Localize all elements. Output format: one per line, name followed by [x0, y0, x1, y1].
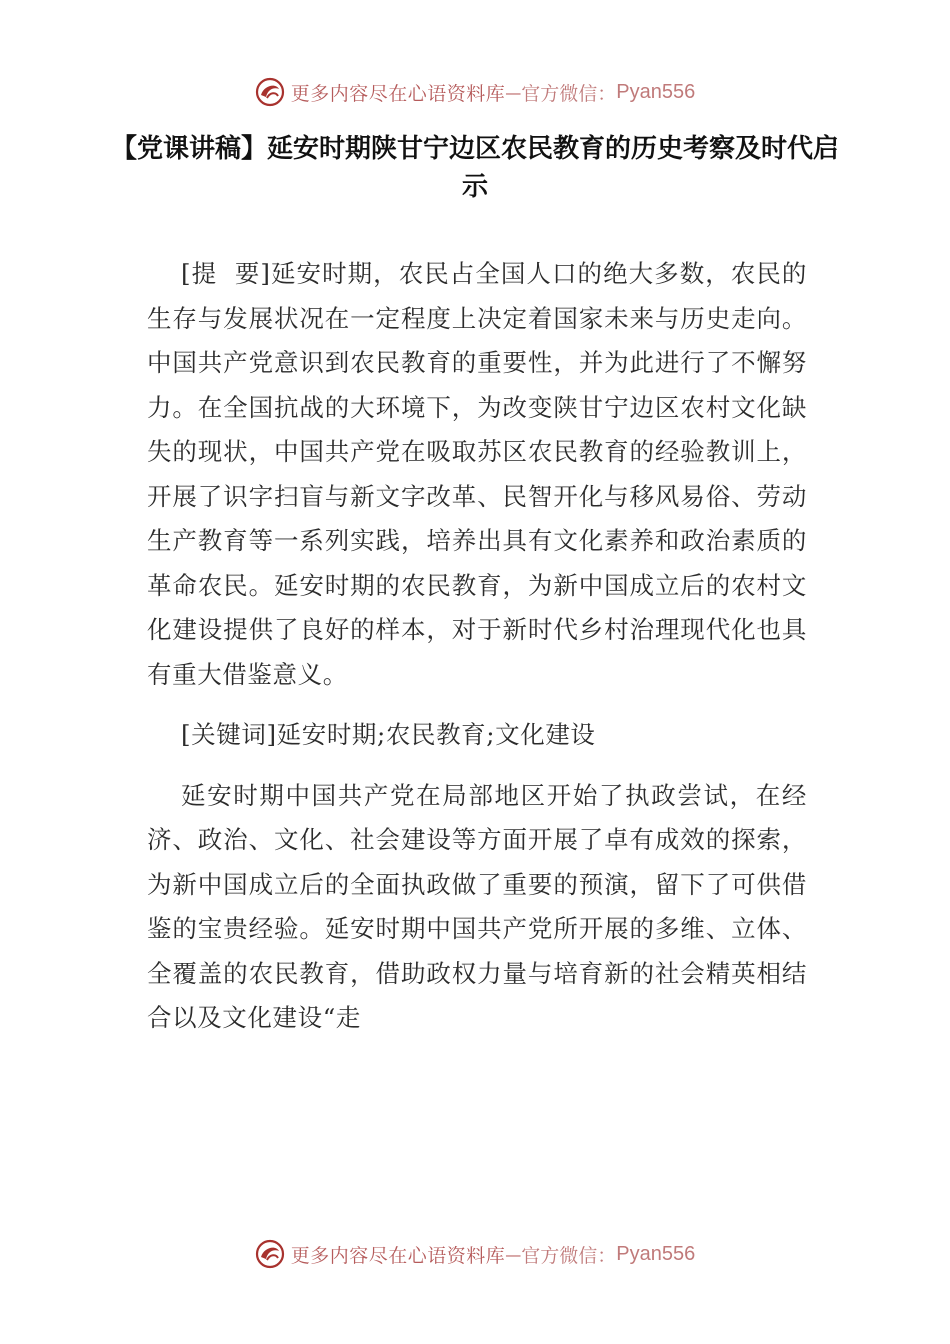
abstract-text: 延安时期，农民占全国人口的绝大多数，农民的生存与发展状况在一定程度上决定着国家未来与历史走向。中国共产党意识到农民教育的重要性，并为此进行了不懈努力。在全国抗战的大环境下，为改变陕甘宁边区农村文化缺失的现状，中国共产党在吸取苏区农民教育的经验教训上，开展了识字扫盲与新文字改革、民智开化与移风易俗、劳动生产教育等一系列实践，培养出具有文化素养和政治素质的革命农民。延安时期的农民教育，为新中国成立后的农村文化建设提供了良好的样本，对于新时代乡村治理现代化也具有重大借鉴意义。 [147, 259, 807, 689]
footer-wechat-id: Pyan556 [616, 1242, 696, 1265]
footer-banner-text: 更多内容尽在心语资料库 [290, 1244, 506, 1267]
footer-banner [0, 1234, 950, 1274]
keywords-paragraph [147, 713, 807, 758]
abstract-paragraph [147, 252, 807, 697]
keywords-text: 延安时期;农民教育;文化建设 [276, 720, 596, 749]
document-body [147, 252, 807, 1041]
footer-separator: — [505, 1244, 522, 1264]
keywords-label: [关键词] [181, 720, 277, 749]
logo-icon [255, 1239, 285, 1269]
header-wechat-label: 官方微信： [521, 82, 617, 105]
abstract-label: [提 要] [181, 259, 271, 288]
header-wechat-id: Pyan556 [616, 80, 696, 103]
header-banner-text: 更多内容尽在心语资料库 [290, 82, 506, 105]
body-paragraph: 延安时期中国共产党在局部地区开始了执政尝试，在经济、政治、文化、社会建设等方面开展了卓有成效的探索，为新中国成立后的全面执政做了重要的预演，留下了可供借鉴的宝贵经验。延安时期中国共产党所开展的多维、立体、全覆盖的农民教育，借助政权力量与培育新的社会精英相结合以及文化建设“走 [147, 780, 807, 1032]
header-banner [0, 72, 950, 112]
footer-wechat-label: 官方微信： [521, 1244, 617, 1267]
logo-icon [255, 77, 285, 107]
header-separator: — [505, 82, 522, 102]
document-title: 【党课讲稿】延安时期陕甘宁边区农民教育的历史考察及时代启示 [110, 134, 839, 202]
